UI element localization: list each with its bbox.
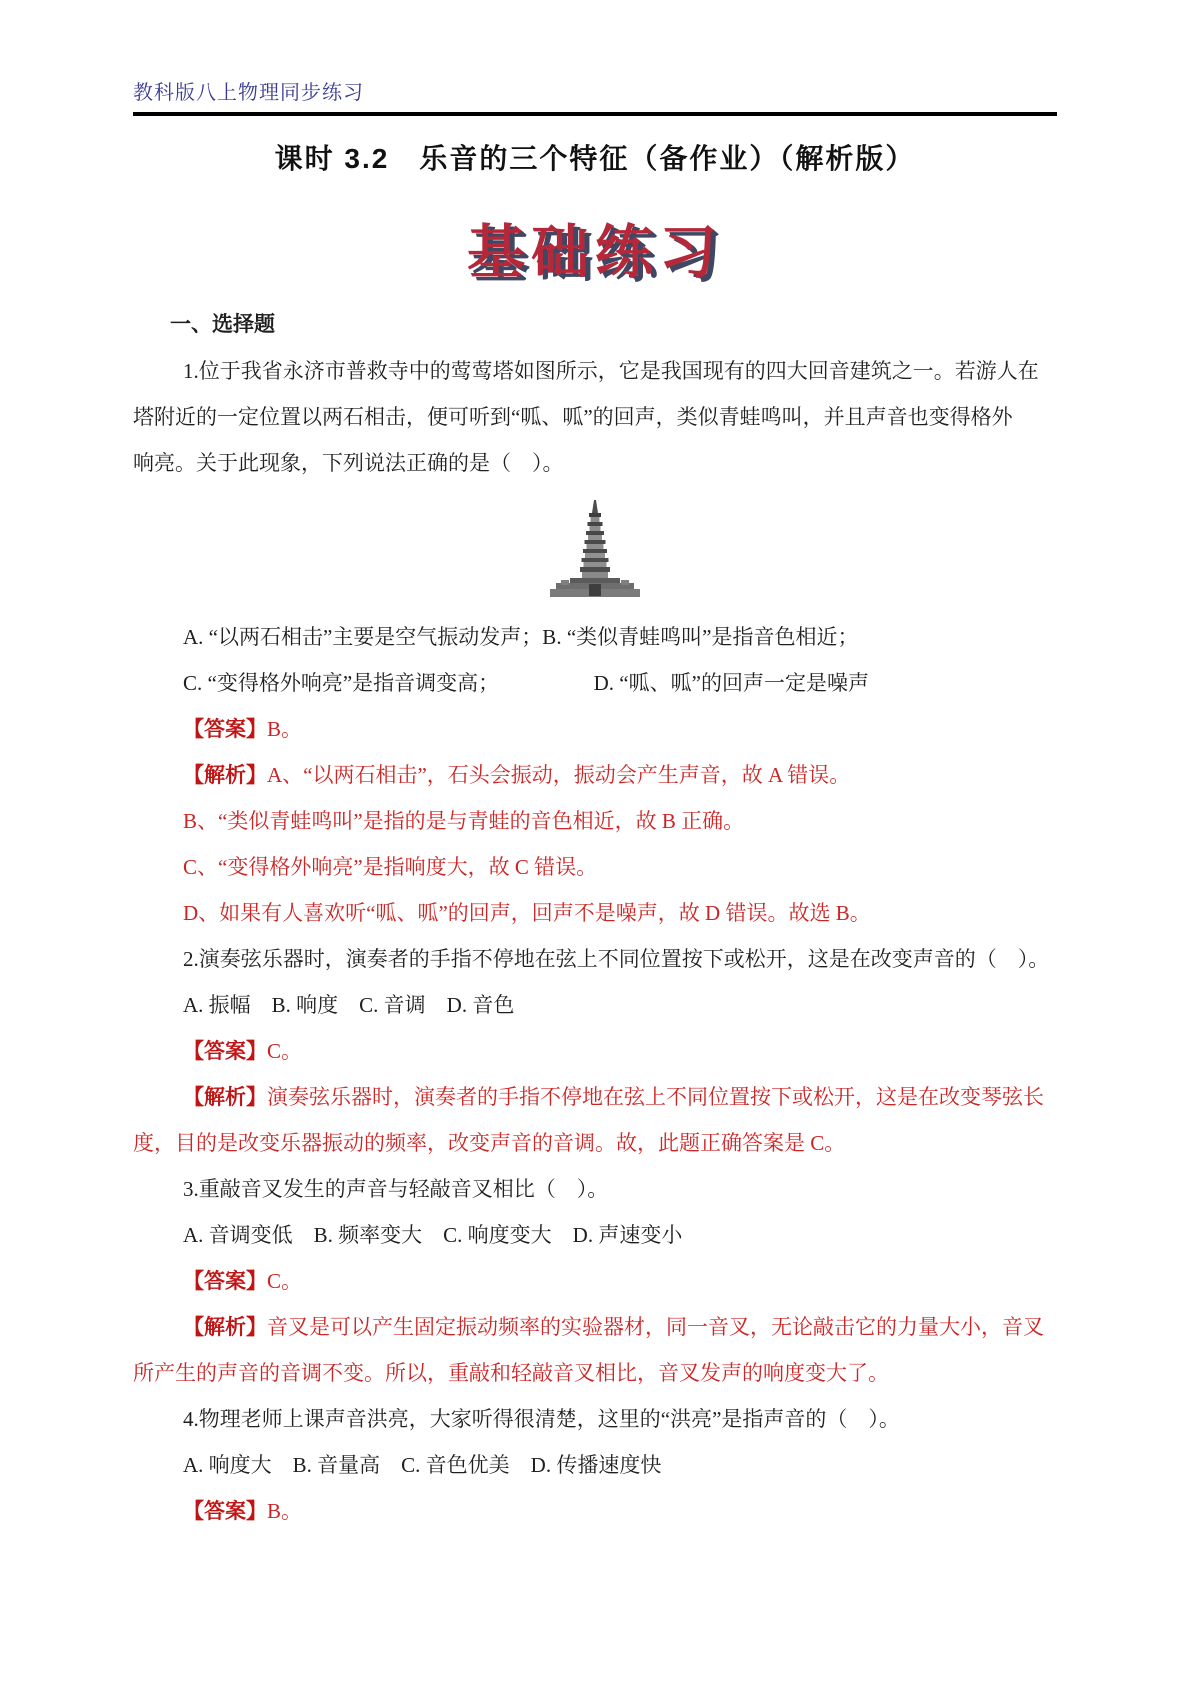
question-1-analysis-a: 【解析】A、“以两石相击”，石头会振动，振动会产生声音，故 A 错误。 bbox=[183, 763, 851, 787]
question-1-answer: 【答案】B。 bbox=[183, 717, 303, 741]
page-header bbox=[133, 0, 1057, 106]
question-1-analysis-c: C、“变得格外响亮”是指响度大，故 C 错误。 bbox=[183, 855, 598, 879]
question-1-analysis-d: D、如果有人喜欢听“呱、呱”的回声，回声不是噪声，故 D 错误。故选 B。 bbox=[183, 901, 871, 925]
question-1-line-3: 响亮。关于此现象，下列说法正确的是（ ）。 bbox=[133, 451, 564, 475]
question-2-analysis-line-1: 【解析】演奏弦乐器时，演奏者的手指不停地在弦上不同位置按下或松开，这是在改变琴弦长 bbox=[183, 1085, 1044, 1109]
question-1-line-1: 1.位于我省永济市普救寺中的莺莺塔如图所示，它是我国现有的四大回音建筑之一。若游人在 bbox=[183, 359, 1039, 383]
question-1-analysis-b: B、“类似青蛙鸣叫”是指的是与青蛙的音色相近，故 B 正确。 bbox=[183, 809, 745, 833]
question-1-line-2: 塔附近的一定位置以两石相击，便可听到“呱、呱”的回声，类似青蛙鸣叫，并且声音也变得格外 bbox=[133, 405, 1013, 429]
section-banner: 基础练习 bbox=[466, 220, 723, 285]
question-3-stem: 3.重敲音叉发生的声音与轻敲音叉相比（ ）。 bbox=[183, 1177, 609, 1201]
answer-marker: 【解析】 bbox=[183, 1085, 267, 1109]
question-3-analysis-line-2: 所产生的声音的音调不变。所以，重敲和轻敲音叉相比，音叉发声的响度变大了。 bbox=[133, 1361, 889, 1385]
answer-marker: 【答案】 bbox=[183, 1499, 267, 1523]
question-2-stem: 2.演奏弦乐器时，演奏者的手指不停地在弦上不同位置按下或松开，这是在改变声音的（ ）。 bbox=[183, 947, 1050, 971]
question-1-options-ab: A. “以两石相击”主要是空气振动发声；B. “类似青蛙鸣叫”是指音色相近； bbox=[183, 625, 859, 649]
answer-marker: 【答案】 bbox=[183, 1269, 267, 1293]
question-4-options: A. 响度大 B. 音量高 C. 音色优美 D. 传播速度快 bbox=[183, 1453, 662, 1477]
document-title: 课时 3.2 乐音的三个特征（备作业）（解析版） bbox=[274, 143, 916, 174]
header-text: 教科版八上物理同步练习 bbox=[133, 82, 364, 104]
section-heading: 一、选择题 bbox=[170, 313, 275, 336]
question-2-answer: 【答案】C。 bbox=[183, 1039, 303, 1063]
header-divider bbox=[133, 112, 1057, 116]
question-1-options-cd: C. “变得格外响亮”是指音调变高； D. “呱、呱”的回声一定是噪声 bbox=[183, 671, 869, 695]
figure-pagoda-photo bbox=[133, 486, 1057, 614]
answer-marker: 【解析】 bbox=[183, 763, 267, 787]
question-2-options: A. 振幅 B. 响度 C. 音调 D. 音色 bbox=[183, 993, 515, 1017]
pagoda-image bbox=[549, 500, 641, 600]
question-2-analysis-line-2: 度，目的是改变乐器振动的频率，改变声音的音调。故，此题正确答案是 C。 bbox=[133, 1131, 846, 1155]
question-4-stem: 4.物理老师上课声音洪亮，大家听得很清楚，这里的“洪亮”是指声音的（ ）。 bbox=[183, 1407, 900, 1431]
question-3-analysis-line-1: 【解析】音叉是可以产生固定振动频率的实验器材，同一音叉，无论敲击它的力量大小，音叉 bbox=[183, 1315, 1044, 1339]
answer-marker: 【解析】 bbox=[183, 1315, 267, 1339]
answer-marker: 【答案】 bbox=[183, 1039, 267, 1063]
document-body bbox=[133, 302, 1057, 1534]
question-3-options: A. 音调变低 B. 频率变大 C. 响度变大 D. 声速变小 bbox=[183, 1223, 683, 1247]
answer-marker: 【答案】 bbox=[183, 717, 267, 741]
question-4-answer: 【答案】B。 bbox=[183, 1499, 303, 1523]
question-3-answer: 【答案】C。 bbox=[183, 1269, 303, 1293]
